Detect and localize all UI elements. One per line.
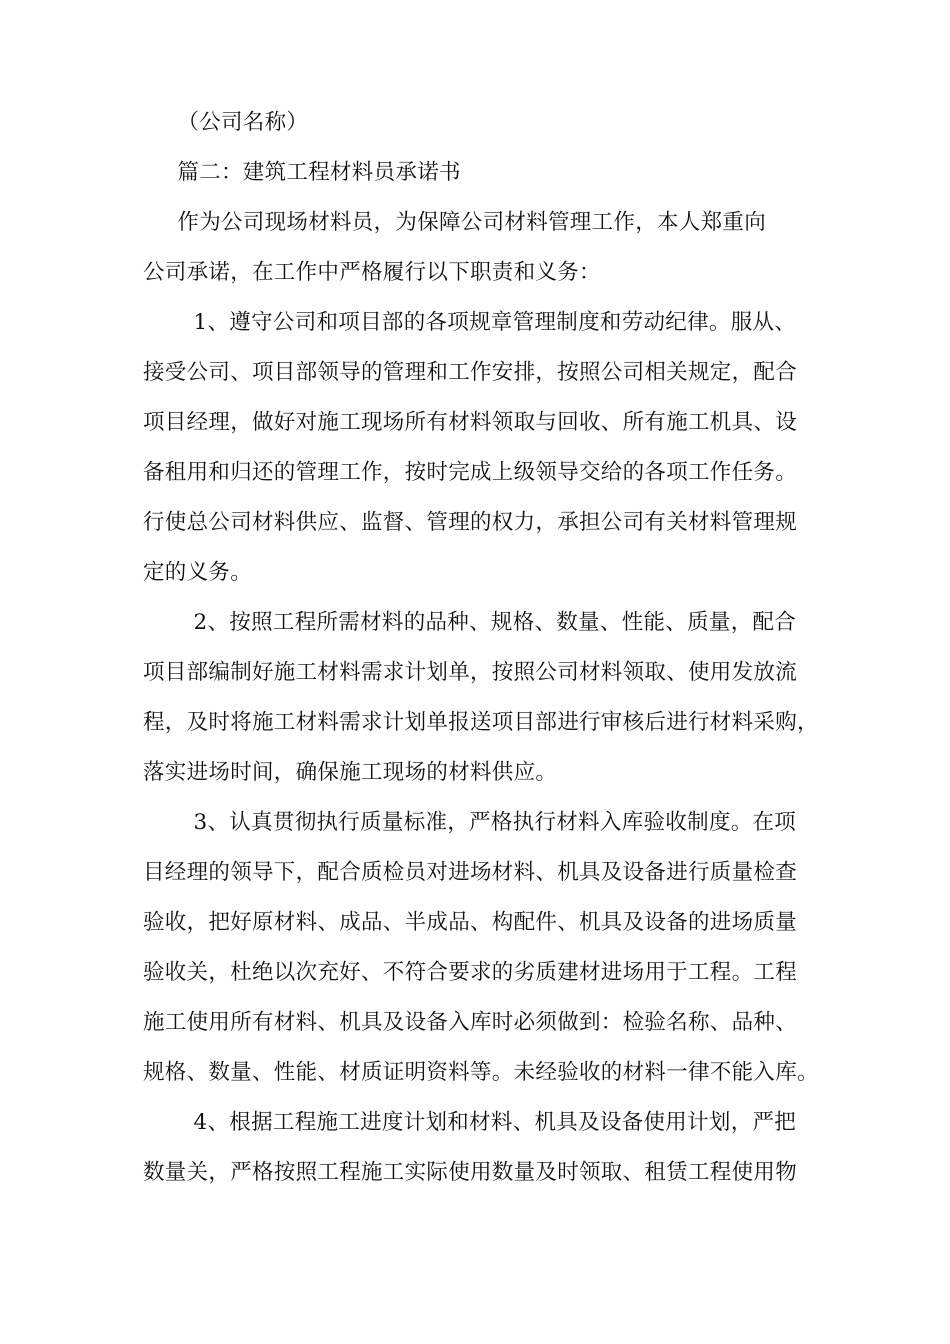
document-body	[143, 98, 819, 1198]
item-2-paragraph: 2、按照工程所需材料的品种、规格、数量、性能、质量，配合 项目部编制好施工材料需求计划单，按照公司材料领取、使用发放流 程，及时将施工材料需求计划单报送项目部进行审核后进行材料采购， 落实进场时间，确保施工现场的材料供应。	[143, 610, 819, 785]
company-name-placeholder: （公司名称）	[177, 110, 309, 135]
item-4-paragraph: 4、根据工程施工进度计划和材料、机具及设备使用计划，严把 数量关，严格按照工程施工实际使用数量及时领取、租赁工程使用物	[143, 1110, 798, 1185]
item-3-paragraph: 3、认真贯彻执行质量标准，严格执行材料入库验收制度。在项 目经理的领导下，配合质检员对进场材料、机具及设备进行质量检查 验收，把好原材料、成品、半成品、构配件、机具及设备的进场质量 验收关，杜绝以次充好、不符合要求的劣质建材进场用于工程。工程 施工使用所有材料、机具及设备入库时必须做到：检验名称、品种、 规格、数量、性能、材质证明资料等。未经验收的材料一律不能入库。	[143, 810, 819, 1085]
section-title: 篇二：建筑工程材料员承诺书	[177, 160, 461, 185]
item-1-paragraph: 1、遵守公司和项目部的各项规章管理制度和劳动纪律。服从、 接受公司、项目部领导的管理和工作安排，按照公司相关规定，配合 项目经理，做好对施工现场所有材料领取与回收、所有施工机具、设 备租用和归还的管理工作，按时完成上级领导交给的各项工作任务。 行使总公司材料供应、监督、管理的权力，承担公司有关材料管理规 定的义务。	[143, 310, 798, 585]
intro-paragraph: 作为公司现场材料员，为保障公司材料管理工作，本人郑重向 公司承诺，在工作中严格履行以下职责和义务：	[143, 210, 766, 285]
